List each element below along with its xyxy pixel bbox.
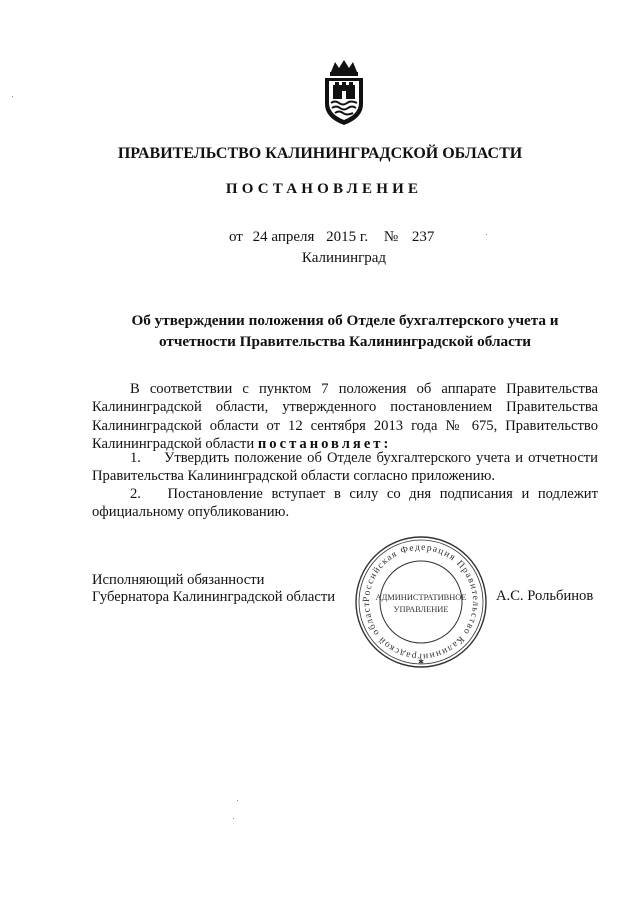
preamble-text: В соответствии с пунктом 7 положения об аппарате Правительства Калининградской области, утвержденного постановлением Правительства Калининградской области от 12 сентября 2013 года № 675, Правительство Калининградской области [92, 381, 598, 453]
city-name: Калининград [301, 250, 387, 266]
seal-center-line-1: АДМИНИСТРАТИВНОЕ [375, 593, 467, 602]
list-item [92, 449, 598, 486]
scan-speck [12, 96, 13, 97]
item-text: Постановление вступает в силу со дня подписания и подлежит официальному опубликованию. [92, 486, 598, 521]
official-seal-stamp [353, 534, 489, 670]
item-number: 2. [130, 486, 141, 502]
signer-position-line-1: Исполняющий обязанности [92, 572, 265, 588]
scan-speck [486, 234, 487, 235]
number-sign: № [383, 229, 399, 245]
date-number-line [229, 229, 434, 246]
scan-speck [233, 818, 234, 819]
item-number: 1. [130, 450, 141, 466]
date-day-month: 24 апреля [252, 229, 315, 245]
preamble-paragraph [92, 380, 598, 454]
seal-star-icon: ✱ [418, 658, 424, 666]
scan-speck [237, 800, 238, 801]
subject-line-2: отчетности Правительства Калининградской области [158, 333, 532, 350]
date-year: 2015 г. [326, 229, 369, 245]
organization-title: ПРАВИТЕЛЬСТВО КАЛИНИНГРАДСКОЙ ОБЛАСТИ [117, 145, 523, 162]
date-prefix: от [229, 229, 243, 245]
list-item [92, 485, 598, 522]
item-text: Утвердить положение об Отделе бухгалтерского учета и отчетности Правительства Калининградской области согласно приложению. [92, 450, 598, 485]
signer-position-line-2: Губернатора Калининградской области [92, 589, 336, 605]
decree-word: постановляет: [257, 436, 392, 453]
document-subject [0, 310, 640, 352]
document-type-title: ПОСТАНОВЛЕНИЕ [225, 181, 423, 197]
seal-center-line-2: УПРАВЛЕНИЕ [393, 605, 449, 614]
subject-line-1: Об утверждении положения об Отделе бухгалтерского учета и [131, 312, 559, 329]
coat-of-arms-emblem [319, 58, 369, 128]
document-number: 237 [411, 229, 435, 245]
signer-name: А.С. Рольбинов [496, 588, 594, 604]
seal-ring-text: Российская Федерация Правительство Калининградской област [361, 542, 481, 662]
